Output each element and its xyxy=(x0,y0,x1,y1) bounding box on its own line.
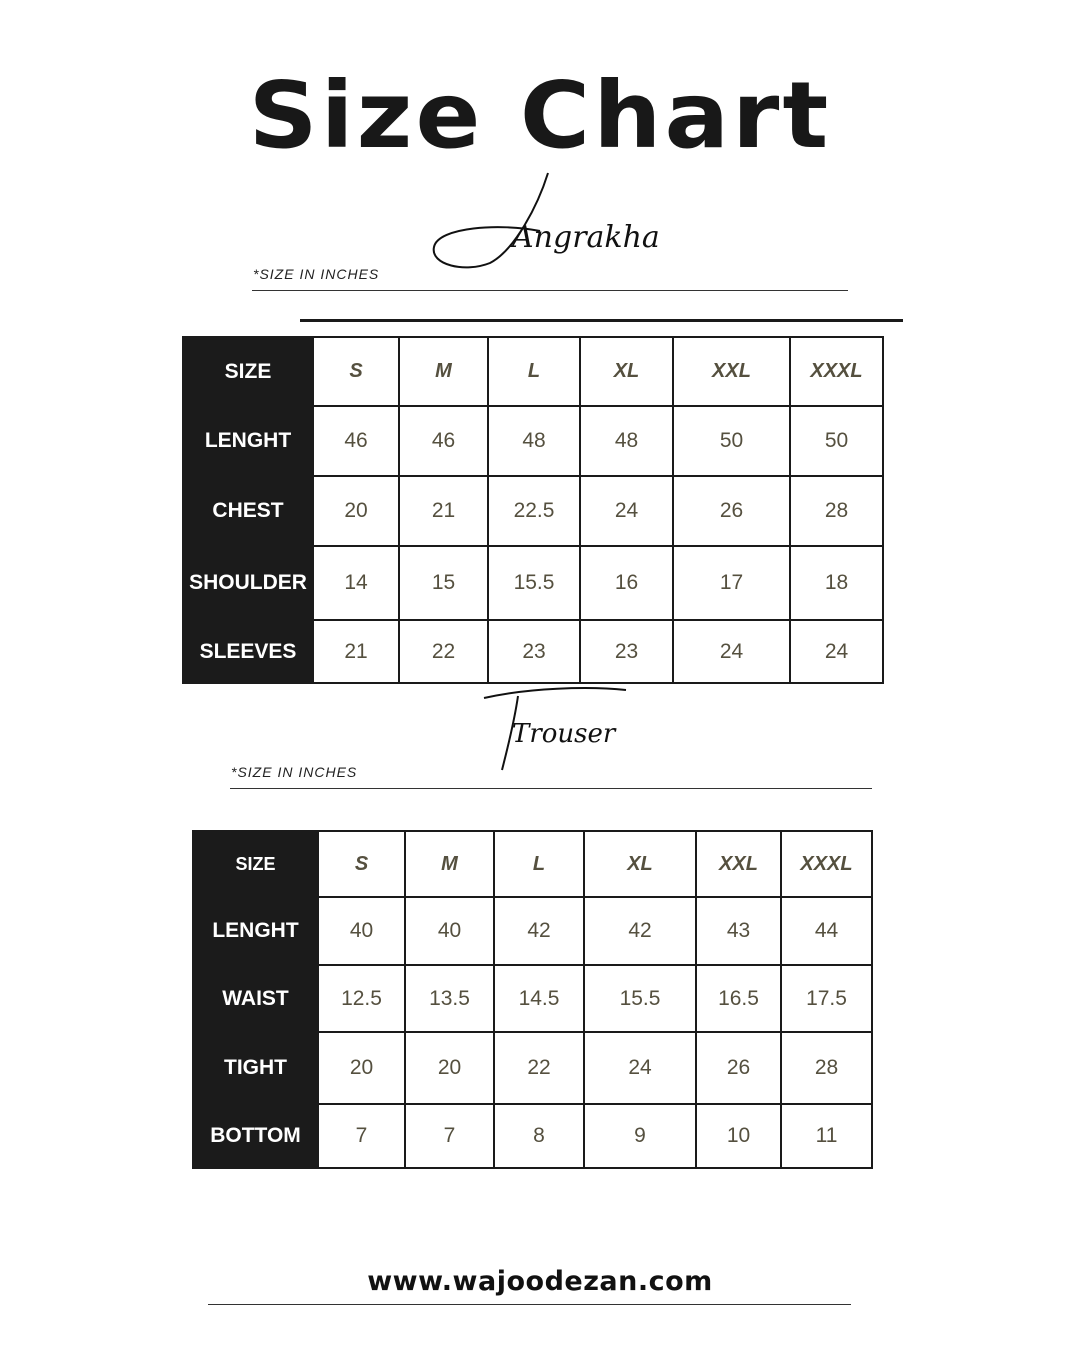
value-cell: 11 xyxy=(781,1104,872,1168)
value-cell: 24 xyxy=(673,620,790,683)
value-cell: 24 xyxy=(580,476,673,546)
table-row xyxy=(183,546,883,620)
value-cell: 14 xyxy=(313,546,399,620)
size-xxxl-cell: XXXL xyxy=(790,337,883,406)
value-cell: 43 xyxy=(696,897,781,965)
trouser-heading xyxy=(478,684,638,779)
value-cell: 14.5 xyxy=(494,965,584,1032)
size-xxl-cell: XXL xyxy=(673,337,790,406)
value-cell: 13.5 xyxy=(405,965,494,1032)
page-title: Size Chart xyxy=(248,62,832,169)
value-cell: 20 xyxy=(405,1032,494,1104)
value-cell: 40 xyxy=(405,897,494,965)
value-cell: 44 xyxy=(781,897,872,965)
table-row xyxy=(193,1104,872,1168)
table-row xyxy=(193,1032,872,1104)
value-cell: 20 xyxy=(313,476,399,546)
trouser-size-table xyxy=(192,830,873,1169)
value-cell: 48 xyxy=(580,406,673,476)
value-cell: 15.5 xyxy=(488,546,580,620)
value-cell: 24 xyxy=(584,1032,696,1104)
angrakha-note-rule xyxy=(252,290,848,291)
row-label: TIGHT xyxy=(193,1032,318,1104)
size-l-cell: L xyxy=(488,337,580,406)
table-header-row xyxy=(193,831,872,897)
angrakha-size-table xyxy=(182,336,884,684)
value-cell: 20 xyxy=(318,1032,405,1104)
value-cell: 18 xyxy=(790,546,883,620)
value-cell: 23 xyxy=(488,620,580,683)
value-cell: 22 xyxy=(399,620,488,683)
value-cell: 50 xyxy=(673,406,790,476)
angrakha-table-top-rule xyxy=(300,319,903,322)
angrakha-heading-text: Angrakha xyxy=(512,220,660,255)
value-cell: 21 xyxy=(399,476,488,546)
row-label: LENGHT xyxy=(193,897,318,965)
value-cell: 50 xyxy=(790,406,883,476)
row-label: SLEEVES xyxy=(183,620,313,683)
value-cell: 28 xyxy=(790,476,883,546)
angrakha-size-note: *SIZE IN INCHES xyxy=(253,266,380,282)
value-cell: 7 xyxy=(318,1104,405,1168)
value-cell: 10 xyxy=(696,1104,781,1168)
value-cell: 17 xyxy=(673,546,790,620)
value-cell: 42 xyxy=(494,897,584,965)
size-xxl-cell: XXL xyxy=(696,831,781,897)
angrakha-heading xyxy=(420,165,680,275)
row-label: BOTTOM xyxy=(193,1104,318,1168)
size-m-cell: M xyxy=(405,831,494,897)
size-l-cell: L xyxy=(494,831,584,897)
table-row xyxy=(193,897,872,965)
table-header-row xyxy=(183,337,883,406)
value-cell: 28 xyxy=(781,1032,872,1104)
size-header-cell: SIZE xyxy=(183,337,313,406)
row-label: LENGHT xyxy=(183,406,313,476)
value-cell: 46 xyxy=(399,406,488,476)
website-link[interactable]: www.wajoodezan.com xyxy=(367,1266,713,1297)
trouser-note-rule xyxy=(230,788,872,789)
value-cell: 8 xyxy=(494,1104,584,1168)
value-cell: 21 xyxy=(313,620,399,683)
trouser-heading-text: Trouser xyxy=(512,719,616,749)
value-cell: 9 xyxy=(584,1104,696,1168)
value-cell: 15 xyxy=(399,546,488,620)
value-cell: 17.5 xyxy=(781,965,872,1032)
value-cell: 12.5 xyxy=(318,965,405,1032)
value-cell: 48 xyxy=(488,406,580,476)
value-cell: 23 xyxy=(580,620,673,683)
table-row xyxy=(183,406,883,476)
row-label: SHOULDER xyxy=(183,546,313,620)
value-cell: 46 xyxy=(313,406,399,476)
value-cell: 22.5 xyxy=(488,476,580,546)
size-header-cell: SIZE xyxy=(193,831,318,897)
value-cell: 16 xyxy=(580,546,673,620)
value-cell: 26 xyxy=(696,1032,781,1104)
value-cell: 40 xyxy=(318,897,405,965)
value-cell: 24 xyxy=(790,620,883,683)
table-row xyxy=(183,476,883,546)
table-row xyxy=(183,620,883,683)
size-xl-cell: XL xyxy=(580,337,673,406)
value-cell: 16.5 xyxy=(696,965,781,1032)
size-s-cell: S xyxy=(313,337,399,406)
value-cell: 22 xyxy=(494,1032,584,1104)
value-cell: 26 xyxy=(673,476,790,546)
trouser-size-note: *SIZE IN INCHES xyxy=(231,764,358,780)
value-cell: 42 xyxy=(584,897,696,965)
row-label: CHEST xyxy=(183,476,313,546)
value-cell: 15.5 xyxy=(584,965,696,1032)
footer-rule xyxy=(208,1304,851,1305)
size-xxxl-cell: XXXL xyxy=(781,831,872,897)
size-s-cell: S xyxy=(318,831,405,897)
size-xl-cell: XL xyxy=(584,831,696,897)
row-label: WAIST xyxy=(193,965,318,1032)
value-cell: 7 xyxy=(405,1104,494,1168)
table-row xyxy=(193,965,872,1032)
size-m-cell: M xyxy=(399,337,488,406)
